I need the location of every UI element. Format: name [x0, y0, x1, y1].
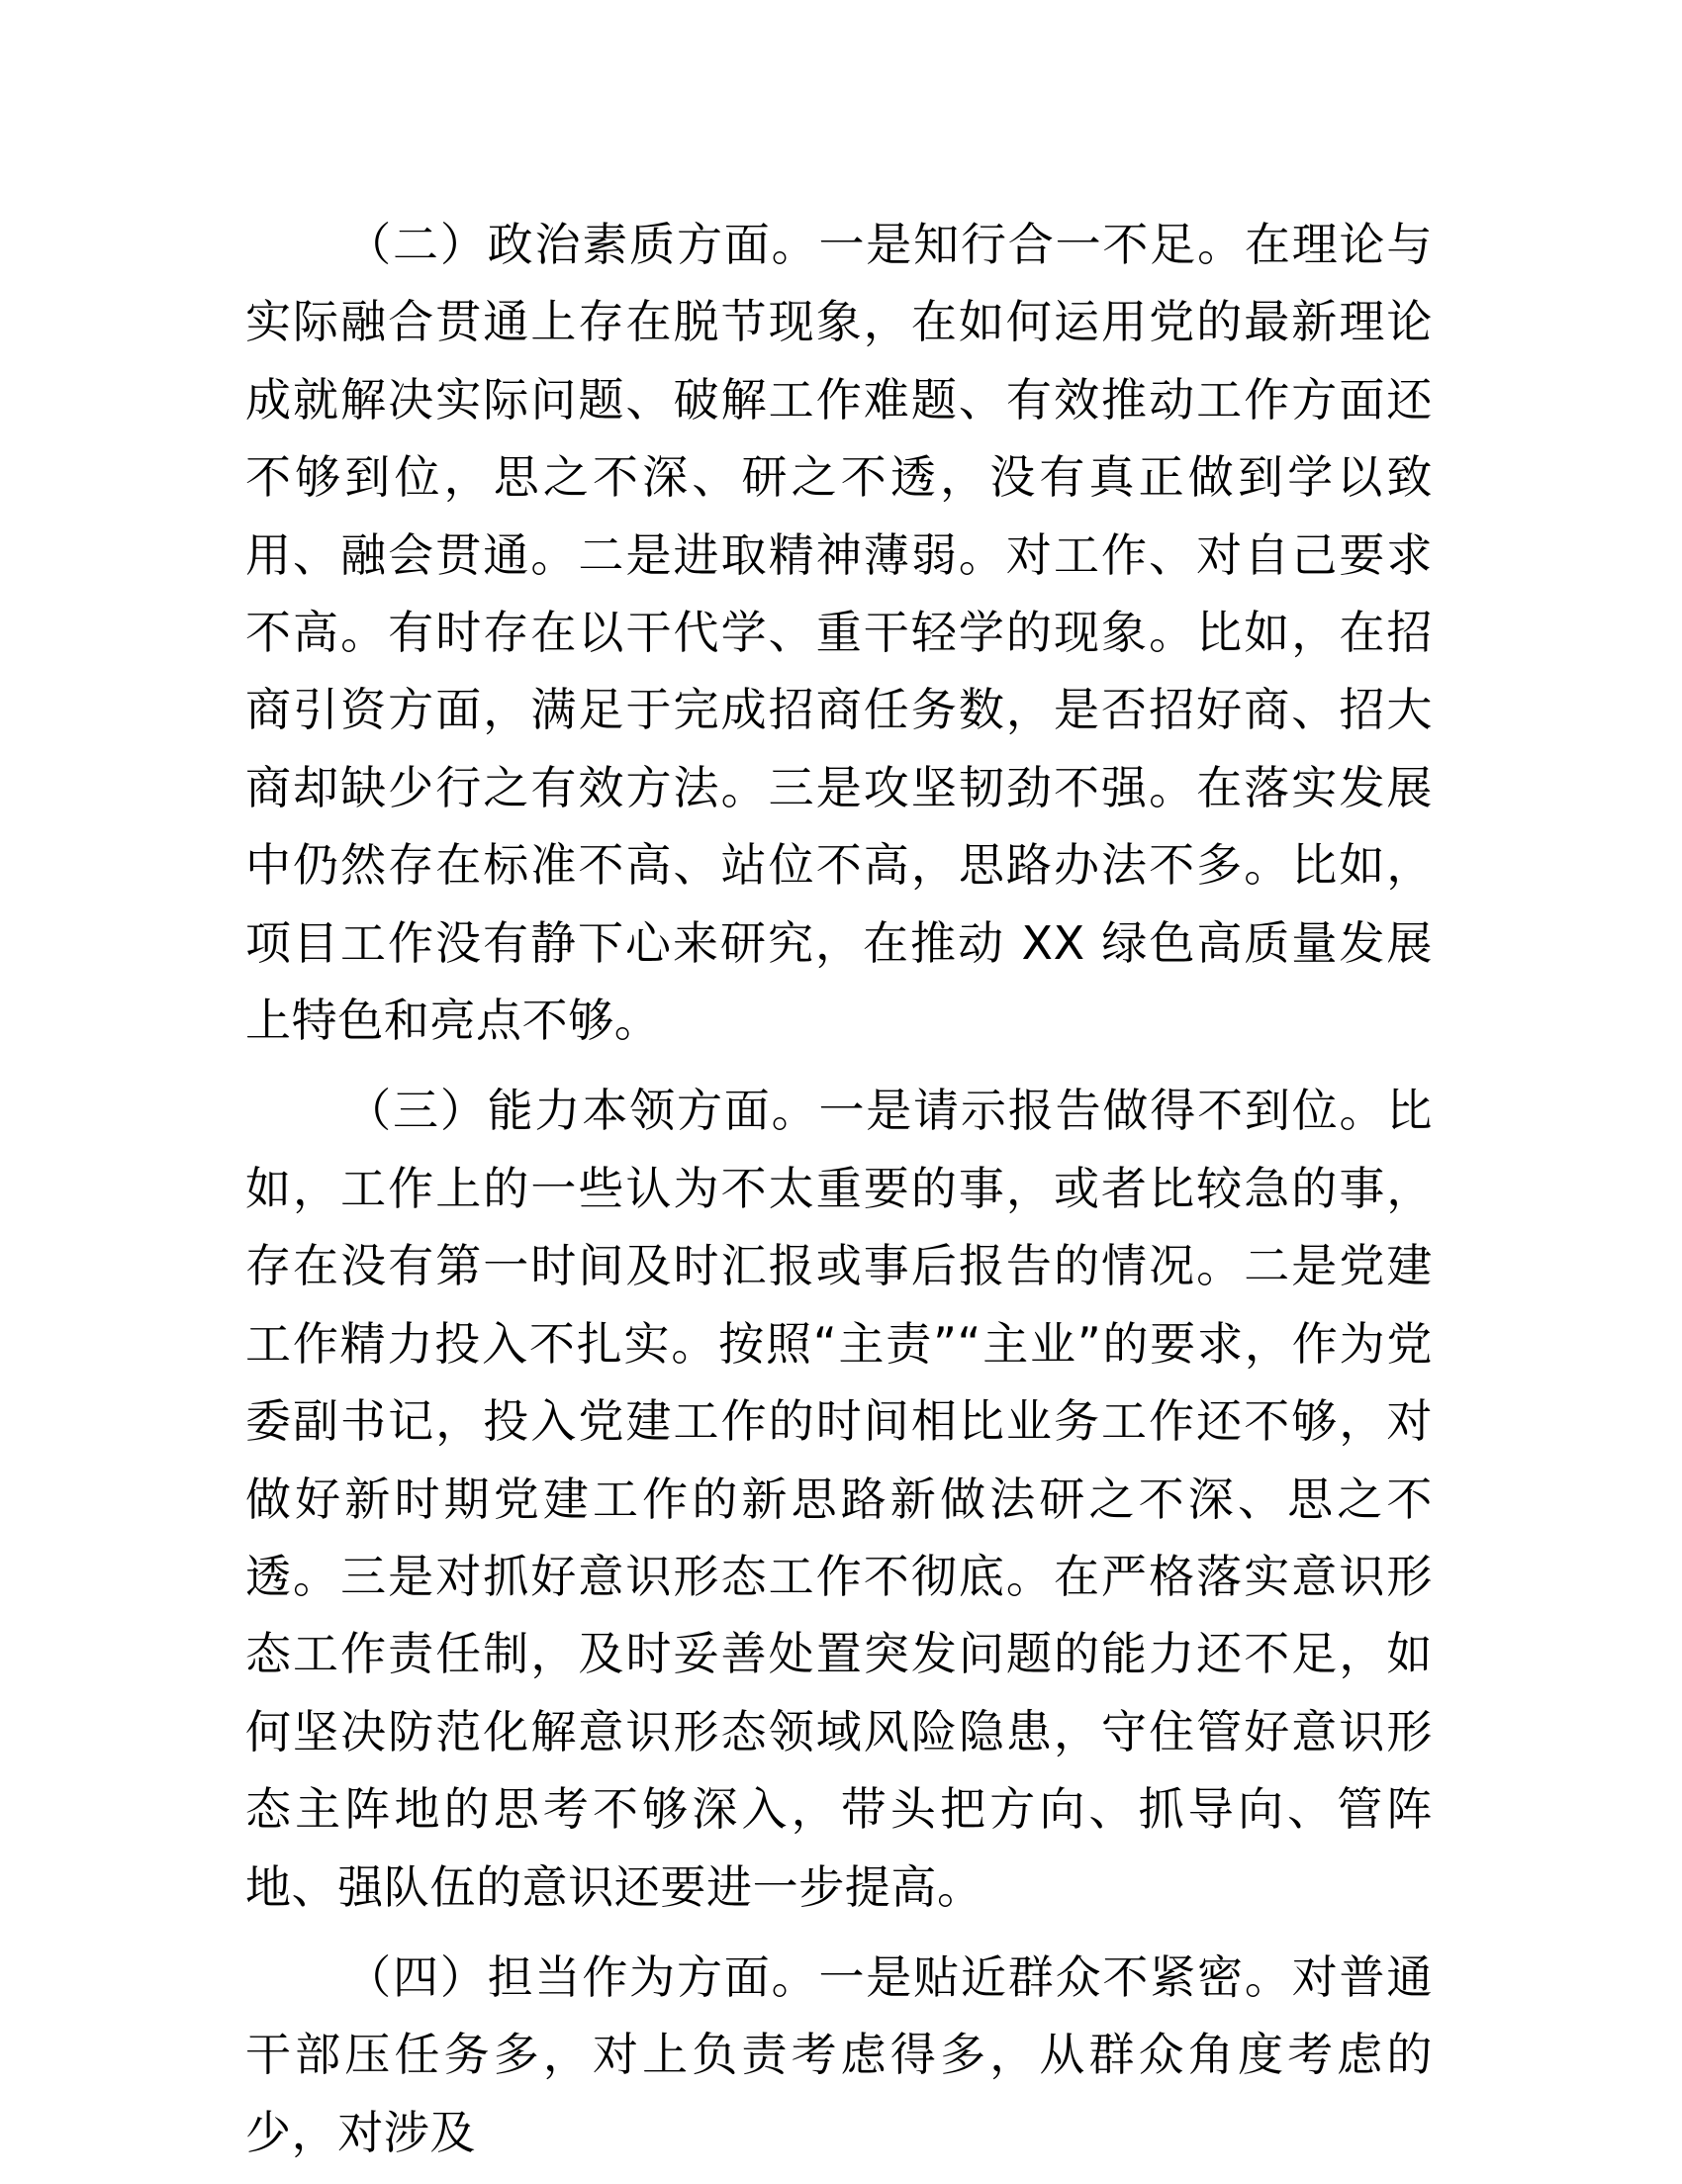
paragraph-responsibility-action: （四）担当作为方面。一是贴近群众不紧密。对普通干部压任务多，对上负责考虑得多，从群众角度考虑的少，对涉及	[245, 1949, 1433, 2159]
paragraph-ability-skills: （三）能力本领方面。一是请示报告做得不到位。比如，工作上的一些认为不太重要的事，或者比较急的事，存在没有第一时间及时汇报或事后报告的情况。二是党建工作精力投入不扎实。按照“主责”“主业”的要求，作为党委副书记，投入党建工作的时间相比业务工作还不够，对做好新时期党建工作的新思路新做法研之不深、思之不透。三是对抓好意识形态工作不彻底。在严格落实意识形态工作责任制，及时妥善处置突发问题的能力还不足，如何坚决防范化解意识形态领域风险隐患，守住管好意识形态主阵地的思考不够深入，带头把方向、抓导向、管阵地、强队伍的意识还要进一步提高。	[245, 1084, 1433, 1914]
paragraph-political-quality: （二）政治素质方面。一是知行合一不足。在理论与实际融合贯通上存在脱节现象，在如何运用党的最新理论成就解决实际问题、破解工作难题、有效推动工作方面还不够到位，思之不深、研之不透，没有真正做到学以致用、融会贯通。二是进取精神薄弱。对工作、对自己要求不高。有时存在以干代学、重干轻学的现象。比如，在招商引资方面，满足于完成招商任务数，是否招好商、招大商却缺少行之有效方法。三是攻坚韧劲不强。在落实发展中仍然存在标准不高、站位不高，思路办法不多。比如，项目工作没有静下心来研究，在推动 XX 绿色高质量发展上特色和亮点不够。	[245, 218, 1433, 1048]
document-body	[245, 206, 1433, 2184]
